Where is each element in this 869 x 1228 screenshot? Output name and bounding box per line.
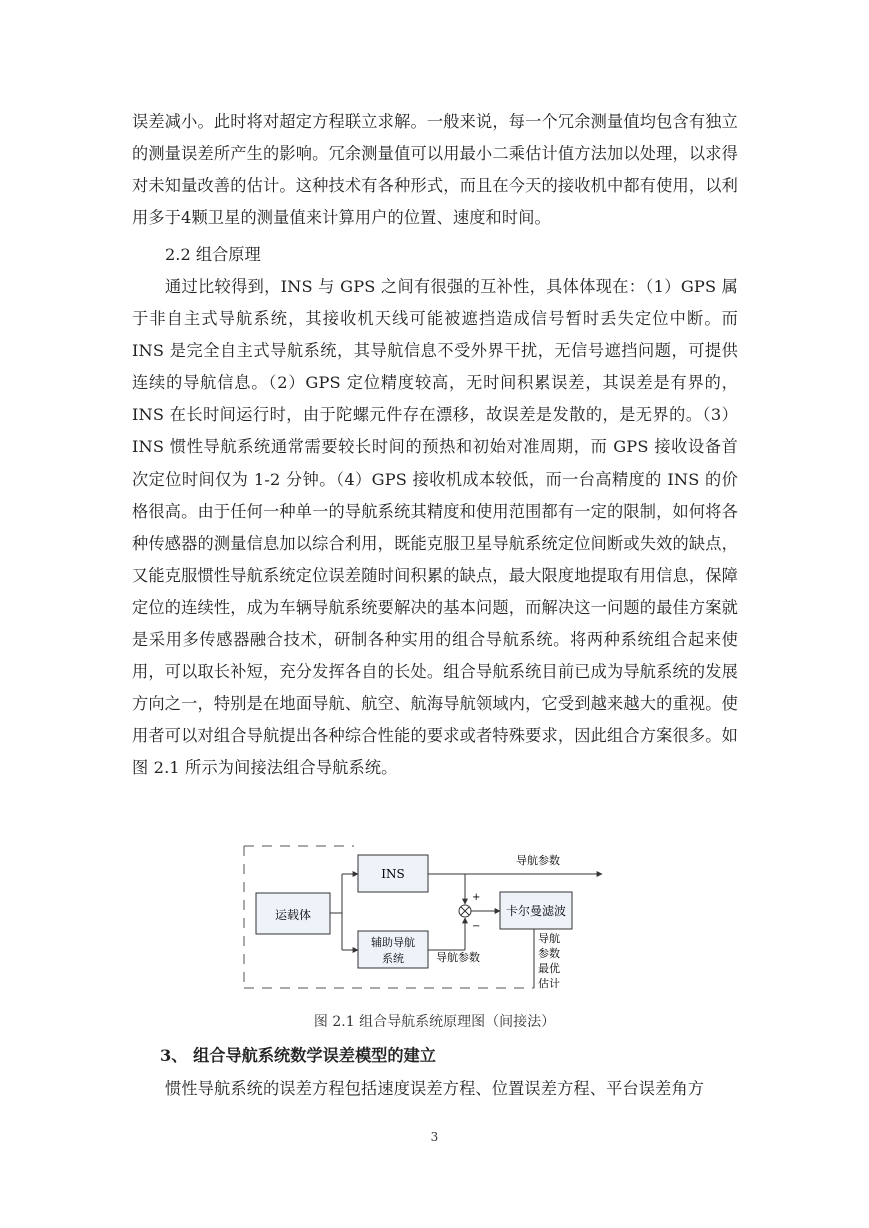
optimal-estimate-label-3: 最优 — [538, 962, 560, 975]
aux-navigation-label-line2: 系统 — [382, 952, 404, 965]
aux-navigation-label-line1: 辅助导航 — [371, 936, 415, 949]
figure-caption: 图 2.1 组合导航系统原理图（间接法） — [313, 1014, 556, 1030]
page-number: 3 — [430, 1130, 439, 1144]
nav-params-bottom-label: 导航参数 — [436, 951, 480, 964]
optimal-estimate-label-2: 参数 — [538, 947, 560, 960]
minus-sign: − — [472, 921, 481, 932]
paragraph-redundant-measurement: 误差减小。此时将对超定方程联立求解。一般来说，每一个冗余测量值均包含有独立的测量误差所产生的影响。冗余测量值可以用最小二乘估计值方法加以处理，以求得对未知量改善的估计。这种技术有各种形式，而且在今天的接收机中都有使用，以利用多于4颗卫星的测量值来计算用户的位置、速度和时间。 — [132, 112, 738, 228]
section-heading-2-2: 2.2 组合原理 — [165, 245, 261, 264]
integrated-navigation-diagram — [234, 840, 614, 1000]
section-heading-3: 3、 组合导航系统数学误差模型的建立 — [160, 1046, 436, 1065]
optimal-estimate-label-1: 导航 — [538, 932, 560, 945]
carrier-branch-lines — [330, 874, 358, 950]
ins-label: INS — [381, 867, 405, 881]
paragraph-ins-gps-complementarity: 通过比较得到，INS 与 GPS 之间有很强的互补性，具体体现在：（1）GPS 属于非自主式导航系统，其接收机天线可能被遮挡造成信号暂时丢失定位中断。而 INS 是完全自主式导航系统，其导航信息不受外界干扰，无信号遮挡问题，可提供连续的导航信息。（2）GPS 定位精度较高，无时间积累误差，其误差是有界的，INS 在长时间运行时，由于陀螺元件存在漂移，故误差是发散的，是无界的。（3）INS 惯性导航系统通常需要较长时间的预热和初始对准周期，而 GPS 接收设备首次定位时间仅为 1-2 分钟。（4）GPS 接收机成本较低，而一台高精度的 INS 的价格很高。由于任何一种单一的导航系统其精度和使用范围都有一定的限制，如何将各种传感器的测量信息加以综合利用，既能克服卫星导航系统定位间断或失效的缺点，又能克服惯性导航系统定位误差随时间积累的缺点，最大限度地提取有用信息，保障定位的连续性，成为车辆导航系统要解决的基本问题，而解决这一问题的最佳方案就是采用多传感器融合技术，研制各种实用的组合导航系统。将两种系统组合起来使用，可以取长补短，充分发挥各自的长处。组合导航系统目前已成为导航系统的发展方向之一，特别是在地面导航、航空、航海导航领域内，它受到越来越大的重视。使用者可以对组合导航提出各种综合性能的要求或者特殊要求，因此组合方案很多。如图 2.1 所示为间接法组合导航系统。 — [132, 277, 738, 778]
nav-params-top-label: 导航参数 — [516, 854, 560, 867]
paragraph-ins-error-equations: 惯性导航系统的误差方程包括速度误差方程、位置误差方程、平台误差角方 — [165, 1079, 705, 1098]
kalman-filter-label: 卡尔曼滤波 — [505, 904, 567, 918]
optimal-estimate-label-4: 估计 — [538, 977, 560, 990]
plus-sign: + — [472, 892, 481, 903]
carrier-label: 运载体 — [274, 908, 312, 922]
